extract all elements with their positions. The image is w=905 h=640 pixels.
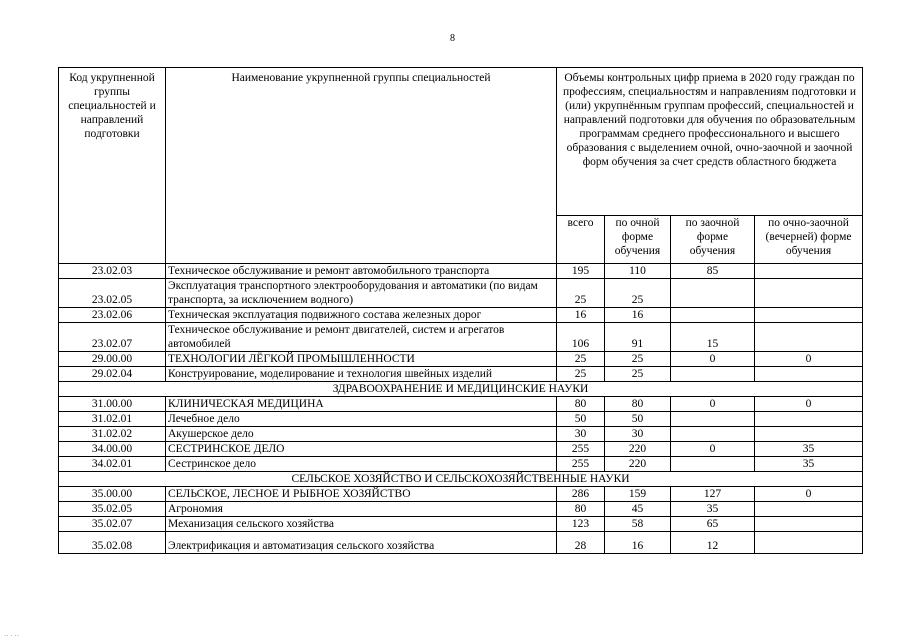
row-code: 23.02.05 (59, 279, 166, 308)
section-title: СЕЛЬСКОЕ ХОЗЯЙСТВО И СЕЛЬСКОХОЗЯЙСТВЕННЫЕ НАУКИ (59, 472, 863, 487)
admission-table (58, 67, 863, 554)
row-extramural (671, 367, 755, 382)
row-total: 80 (557, 502, 605, 517)
header-evening: по очно-заочной (вечерней) форме обучения (755, 216, 863, 264)
table-row (59, 367, 863, 382)
table-row (59, 532, 863, 554)
row-extramural: 12 (671, 532, 755, 554)
row-code: 23.02.06 (59, 308, 166, 323)
row-name: ТЕХНОЛОГИИ ЛЁГКОЙ ПРОМЫШЛЕННОСТИ (166, 352, 557, 367)
table-row (59, 279, 863, 308)
row-code: 34.00.00 (59, 442, 166, 457)
row-name: Электрификация и автоматизация сельского хозяйства (166, 532, 557, 554)
row-evening (755, 367, 863, 382)
row-name: Техническое обслуживание и ремонт автомобильного транспорта (166, 264, 557, 279)
row-total: 195 (557, 264, 605, 279)
row-extramural (671, 308, 755, 323)
row-total: 25 (557, 367, 605, 382)
row-total: 25 (557, 279, 605, 308)
row-code: 31.02.01 (59, 412, 166, 427)
row-evening: 0 (755, 352, 863, 367)
section-title: ЗДРАВООХРАНЕНИЕ И МЕДИЦИНСКИЕ НАУКИ (59, 382, 863, 397)
table-row (59, 517, 863, 532)
row-evening (755, 279, 863, 308)
table-row (59, 427, 863, 442)
header-total: всего (557, 216, 605, 264)
row-full-time: 110 (605, 264, 671, 279)
row-extramural: 0 (671, 397, 755, 412)
row-full-time: 25 (605, 352, 671, 367)
row-evening (755, 532, 863, 554)
table-body (59, 264, 863, 554)
row-full-time: 220 (605, 457, 671, 472)
row-full-time: 58 (605, 517, 671, 532)
row-extramural (671, 279, 755, 308)
table-row (59, 442, 863, 457)
row-total: 28 (557, 532, 605, 554)
row-code: 23.02.03 (59, 264, 166, 279)
table-row (59, 502, 863, 517)
table-row (59, 397, 863, 412)
row-total: 25 (557, 352, 605, 367)
row-name: СЕСТРИНСКОЕ ДЕЛО (166, 442, 557, 457)
row-extramural: 0 (671, 442, 755, 457)
row-code: 35.02.07 (59, 517, 166, 532)
row-full-time: 220 (605, 442, 671, 457)
row-evening: 35 (755, 442, 863, 457)
row-name: Техническое обслуживание и ремонт двигателей, систем и агрегатов автомобилей (166, 323, 557, 352)
row-name: Акушерское дело (166, 427, 557, 442)
table-row (59, 308, 863, 323)
row-evening: 0 (755, 397, 863, 412)
table-row (59, 264, 863, 279)
row-code: 29.02.04 (59, 367, 166, 382)
scan-artifact: ·· · ·· (4, 632, 20, 640)
row-code: 35.02.08 (59, 532, 166, 554)
row-full-time: 159 (605, 487, 671, 502)
section-row (59, 472, 863, 487)
row-extramural: 85 (671, 264, 755, 279)
row-code: 34.02.01 (59, 457, 166, 472)
row-name: Эксплуатация транспортного электрооборудования и автоматики (по видам транспорта, за исключением водного) (166, 279, 557, 308)
header-code: Код укрупненной группы специальностей и направлений подготовки (59, 68, 166, 264)
row-name: Конструирование, моделирование и технология швейных изделий (166, 367, 557, 382)
row-extramural (671, 427, 755, 442)
row-total: 255 (557, 457, 605, 472)
row-evening (755, 412, 863, 427)
row-full-time: 80 (605, 397, 671, 412)
row-evening (755, 264, 863, 279)
row-evening (755, 427, 863, 442)
row-full-time: 25 (605, 279, 671, 308)
row-name: Лечебное дело (166, 412, 557, 427)
row-extramural: 127 (671, 487, 755, 502)
row-extramural (671, 457, 755, 472)
row-code: 31.00.00 (59, 397, 166, 412)
row-evening: 0 (755, 487, 863, 502)
row-name: Агрономия (166, 502, 557, 517)
row-name: СЕЛЬСКОЕ, ЛЕСНОЕ И РЫБНОЕ ХОЗЯЙСТВО (166, 487, 557, 502)
row-total: 30 (557, 427, 605, 442)
row-total: 123 (557, 517, 605, 532)
row-evening: 35 (755, 457, 863, 472)
row-evening (755, 323, 863, 352)
row-extramural: 65 (671, 517, 755, 532)
header-full-time: по очной форме обучения (605, 216, 671, 264)
table-row (59, 352, 863, 367)
row-code: 35.02.05 (59, 502, 166, 517)
page-number: 8 (450, 33, 455, 44)
row-extramural: 0 (671, 352, 755, 367)
row-full-time: 50 (605, 412, 671, 427)
section-row (59, 382, 863, 397)
row-extramural: 15 (671, 323, 755, 352)
row-total: 80 (557, 397, 605, 412)
header-extramural: по заочной форме обучения (671, 216, 755, 264)
row-full-time: 30 (605, 427, 671, 442)
row-evening (755, 502, 863, 517)
row-total: 16 (557, 308, 605, 323)
row-total: 106 (557, 323, 605, 352)
row-extramural (671, 412, 755, 427)
row-extramural: 35 (671, 502, 755, 517)
table-row (59, 412, 863, 427)
row-name: Механизация сельского хозяйства (166, 517, 557, 532)
row-evening (755, 308, 863, 323)
header-volumes: Объемы контрольных цифр приема в 2020 году граждан по профессиям, специальностям и направлениям подготовки и (или) укрупнённым группам профессий, специальностей и направлений подготовки для обучения по образовательным программам среднего профессионального и высшего образования с выделением очной, очно-заочной и заочной форм обучения за счет средств областного бюджета (557, 68, 863, 216)
row-evening (755, 517, 863, 532)
table-row (59, 323, 863, 352)
row-total: 286 (557, 487, 605, 502)
table-row (59, 487, 863, 502)
row-name: КЛИНИЧЕСКАЯ МЕДИЦИНА (166, 397, 557, 412)
row-full-time: 16 (605, 308, 671, 323)
row-code: 29.00.00 (59, 352, 166, 367)
row-name: Техническая эксплуатация подвижного состава железных дорог (166, 308, 557, 323)
header-name: Наименование укрупненной группы специальностей (166, 68, 557, 264)
row-code: 23.02.07 (59, 323, 166, 352)
row-total: 255 (557, 442, 605, 457)
row-full-time: 91 (605, 323, 671, 352)
row-full-time: 16 (605, 532, 671, 554)
row-total: 50 (557, 412, 605, 427)
row-name: Сестринское дело (166, 457, 557, 472)
row-full-time: 45 (605, 502, 671, 517)
row-full-time: 25 (605, 367, 671, 382)
row-code: 35.00.00 (59, 487, 166, 502)
row-code: 31.02.02 (59, 427, 166, 442)
table-row (59, 457, 863, 472)
